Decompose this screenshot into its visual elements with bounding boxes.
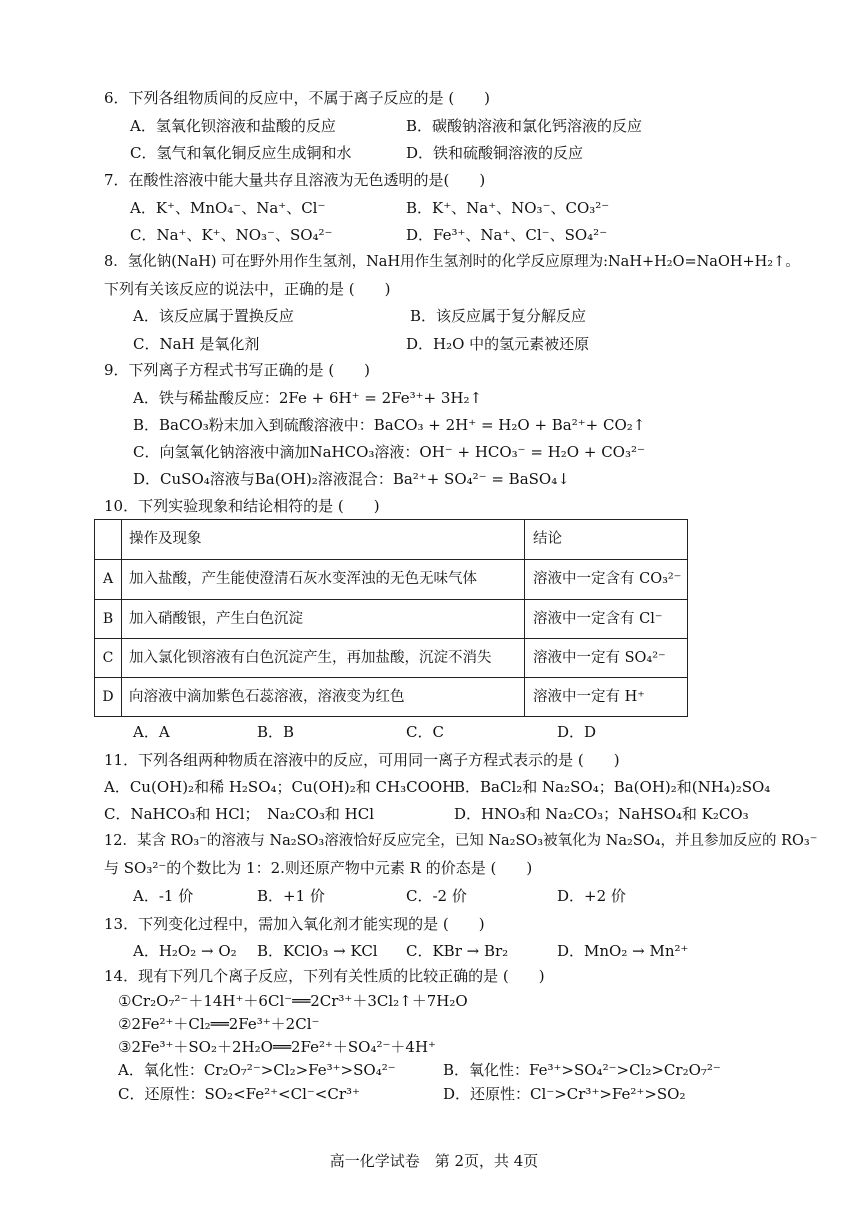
- q7-option-b: B．K⁺、Na⁺、NO₃⁻、CO₃²⁻: [406, 199, 610, 217]
- table-header-cell: 结论: [533, 531, 562, 547]
- q10-option-c: C．C: [406, 723, 444, 741]
- table-header-row: [95, 520, 687, 559]
- table-cell: B: [95, 600, 122, 639]
- q12-option-d: D．+2 价: [557, 887, 626, 905]
- q6-option-b: B．碳酸钠溶液和氯化钙溶液的反应: [406, 117, 643, 135]
- q11-option-d: D．HNO₃和 Na₂CO₃；NaHSO₄和 K₂CO₃: [454, 805, 749, 823]
- q12-option-c: C．-2 价: [406, 887, 467, 905]
- table-row: [95, 677, 687, 717]
- q14-stem: 14．现有下列几个离子反应，下列有关性质的比较正确的是 ( ): [104, 967, 545, 985]
- q12-stem-continued: 与 SO₃²⁻的个数比为 1：2.则还原产物中元素 R 的价态是 ( ): [104, 859, 533, 877]
- q14-reaction-2: ②2Fe²⁺＋Cl₂══2Fe³⁺＋2Cl⁻: [118, 1015, 320, 1033]
- table-cell: 向溶液中滴加紫色石蕊溶液，溶液变为红色: [121, 678, 525, 717]
- table-cell: 溶液中一定含有 CO₃²⁻: [533, 571, 682, 587]
- q8-option-b: B．该反应属于复分解反应: [410, 307, 587, 325]
- q6-option-d: D．铁和硫酸铜溶液的反应: [406, 144, 584, 162]
- q14-reaction-1: ①Cr₂O₇²⁻＋14H⁺＋6Cl⁻══2Cr³⁺＋3Cl₂↑＋7H₂O: [118, 992, 468, 1010]
- q10-option-a: A．A: [133, 723, 170, 741]
- table-header-cell: [95, 520, 122, 559]
- q13-option-d: D．MnO₂ → Mn²⁺: [557, 942, 689, 960]
- q12-option-a: A．-1 价: [133, 887, 194, 905]
- q13-stem: 13．下列变化过程中，需加入氧化剂才能实现的是 ( ): [104, 915, 485, 933]
- q8-stem: 8．氢化钠(NaH) 可在野外用作生氢剂，NaH用作生氢剂时的化学反应原理为:NaH+H₂O=NaOH+H₂↑。: [104, 254, 800, 270]
- table-cell: 溶液中一定有 H⁺: [533, 689, 645, 705]
- q12-option-b: B．+1 价: [257, 887, 325, 905]
- q13-option-a: A．H₂O₂ → O₂: [133, 942, 237, 960]
- table-cell: C: [95, 639, 122, 678]
- table-cell: 溶液中一定有 SO₄²⁻: [533, 650, 666, 666]
- q9-option-c: C．向氢氧化钠溶液中滴加NaHCO₃溶液：OH⁻ + HCO₃⁻ = H₂O + CO₃²⁻: [133, 443, 645, 461]
- q8-option-a: A．该反应属于置换反应: [133, 307, 294, 325]
- q7-option-d: D．Fe³⁺、Na⁺、Cl⁻、SO₄²⁻: [406, 226, 608, 244]
- q6-option-a: A．氢氧化钡溶液和盐酸的反应: [130, 117, 336, 135]
- q14-option-a: A．氧化性：Cr₂O₇²⁻>Cl₂>Fe³⁺>SO₄²⁻: [118, 1061, 396, 1079]
- q14-option-b: B．氧化性：Fe³⁺>SO₄²⁻>Cl₂>Cr₂O₇²⁻: [443, 1061, 721, 1079]
- q7-stem: 7．在酸性溶液中能大量共存且溶液为无色透明的是( ): [104, 171, 486, 189]
- q13-option-b: B．KClO₃ → KCl: [257, 942, 378, 960]
- q10-option-d: D．D: [557, 723, 597, 741]
- table-cell: A: [95, 560, 122, 599]
- table-cell: 加入氯化钡溶液有白色沉淀产生，再加盐酸，沉淀不消失: [121, 639, 525, 678]
- q11-stem: 11．下列各组两种物质在溶液中的反应，可用同一离子方程式表示的是 ( ): [104, 751, 620, 769]
- table-cell: 加入硝酸银，产生白色沉淀: [121, 600, 525, 639]
- q8-option-d: D．H₂O 中的氢元素被还原: [406, 335, 590, 353]
- q11-option-c: C．NaHCO₃和 HCl； Na₂CO₃和 HCl: [104, 805, 375, 823]
- table-header-cell: 操作及现象: [121, 520, 525, 559]
- table-row: [95, 638, 687, 678]
- q12-stem: 12．某含 RO₃⁻的溶液与 Na₂SO₃溶液恰好反应完全，已知 Na₂SO₃被氧化为 Na₂SO₄，并且参加反应的 RO₃⁻: [104, 833, 818, 849]
- table-cell: D: [95, 678, 122, 717]
- q9-option-d: D．CuSO₄溶液与Ba(OH)₂溶液混合：Ba²⁺+ SO₄²⁻ = BaSO₄↓: [133, 470, 570, 488]
- q14-option-c: C．还原性：SO₂<Fe²⁺<Cl⁻<Cr³⁺: [118, 1085, 360, 1103]
- page-footer: 高一化学试卷 第 2页，共 4页: [329, 1152, 539, 1170]
- q9-option-b: B．BaCO₃粉末加入到硫酸溶液中：BaCO₃ + 2H⁺ = H₂O + Ba²⁺+ CO₂↑: [133, 416, 646, 434]
- q10-table: [94, 519, 688, 717]
- q13-option-c: C．KBr → Br₂: [406, 942, 509, 960]
- q7-option-c: C．Na⁺、K⁺、NO₃⁻、SO₄²⁻: [130, 226, 333, 244]
- q7-option-a: A．K⁺、MnO₄⁻、Na⁺、Cl⁻: [130, 199, 326, 217]
- q9-option-a: A．铁与稀盐酸反应：2Fe + 6H⁺ = 2Fe³⁺+ 3H₂↑: [133, 389, 483, 407]
- q9-stem: 9．下列离子方程式书写正确的是 ( ): [104, 361, 371, 379]
- q14-option-d: D．还原性：Cl⁻>Cr³⁺>Fe²⁺>SO₂: [443, 1085, 686, 1103]
- table-row: [95, 559, 687, 599]
- q6-stem: 6．下列各组物质间的反应中，不属于离子反应的是 ( ): [104, 89, 491, 107]
- q10-option-b: B．B: [257, 723, 295, 741]
- table-row: [95, 599, 687, 639]
- q11-option-b: B．BaCl₂和 Na₂SO₄；Ba(OH)₂和(NH₄)₂SO₄: [454, 778, 771, 796]
- q14-reaction-3: ③2Fe³⁺＋SO₂＋2H₂O══2Fe²⁺＋SO₄²⁻＋4H⁺: [118, 1038, 436, 1056]
- q8-stem-continued: 下列有关该反应的说法中，正确的是 ( ): [104, 280, 391, 298]
- q6-option-c: C．氢气和氧化铜反应生成铜和水: [130, 144, 352, 162]
- q11-option-a: A．Cu(OH)₂和稀 H₂SO₄；Cu(OH)₂和 CH₃COOH: [104, 778, 456, 796]
- q8-option-c: C．NaH 是氧化剂: [133, 335, 260, 353]
- table-cell: 加入盐酸，产生能使澄清石灰水变浑浊的无色无味气体: [121, 560, 525, 599]
- q10-stem: 10．下列实验现象和结论相符的是 ( ): [104, 497, 380, 515]
- table-cell: 溶液中一定含有 Cl⁻: [533, 611, 663, 627]
